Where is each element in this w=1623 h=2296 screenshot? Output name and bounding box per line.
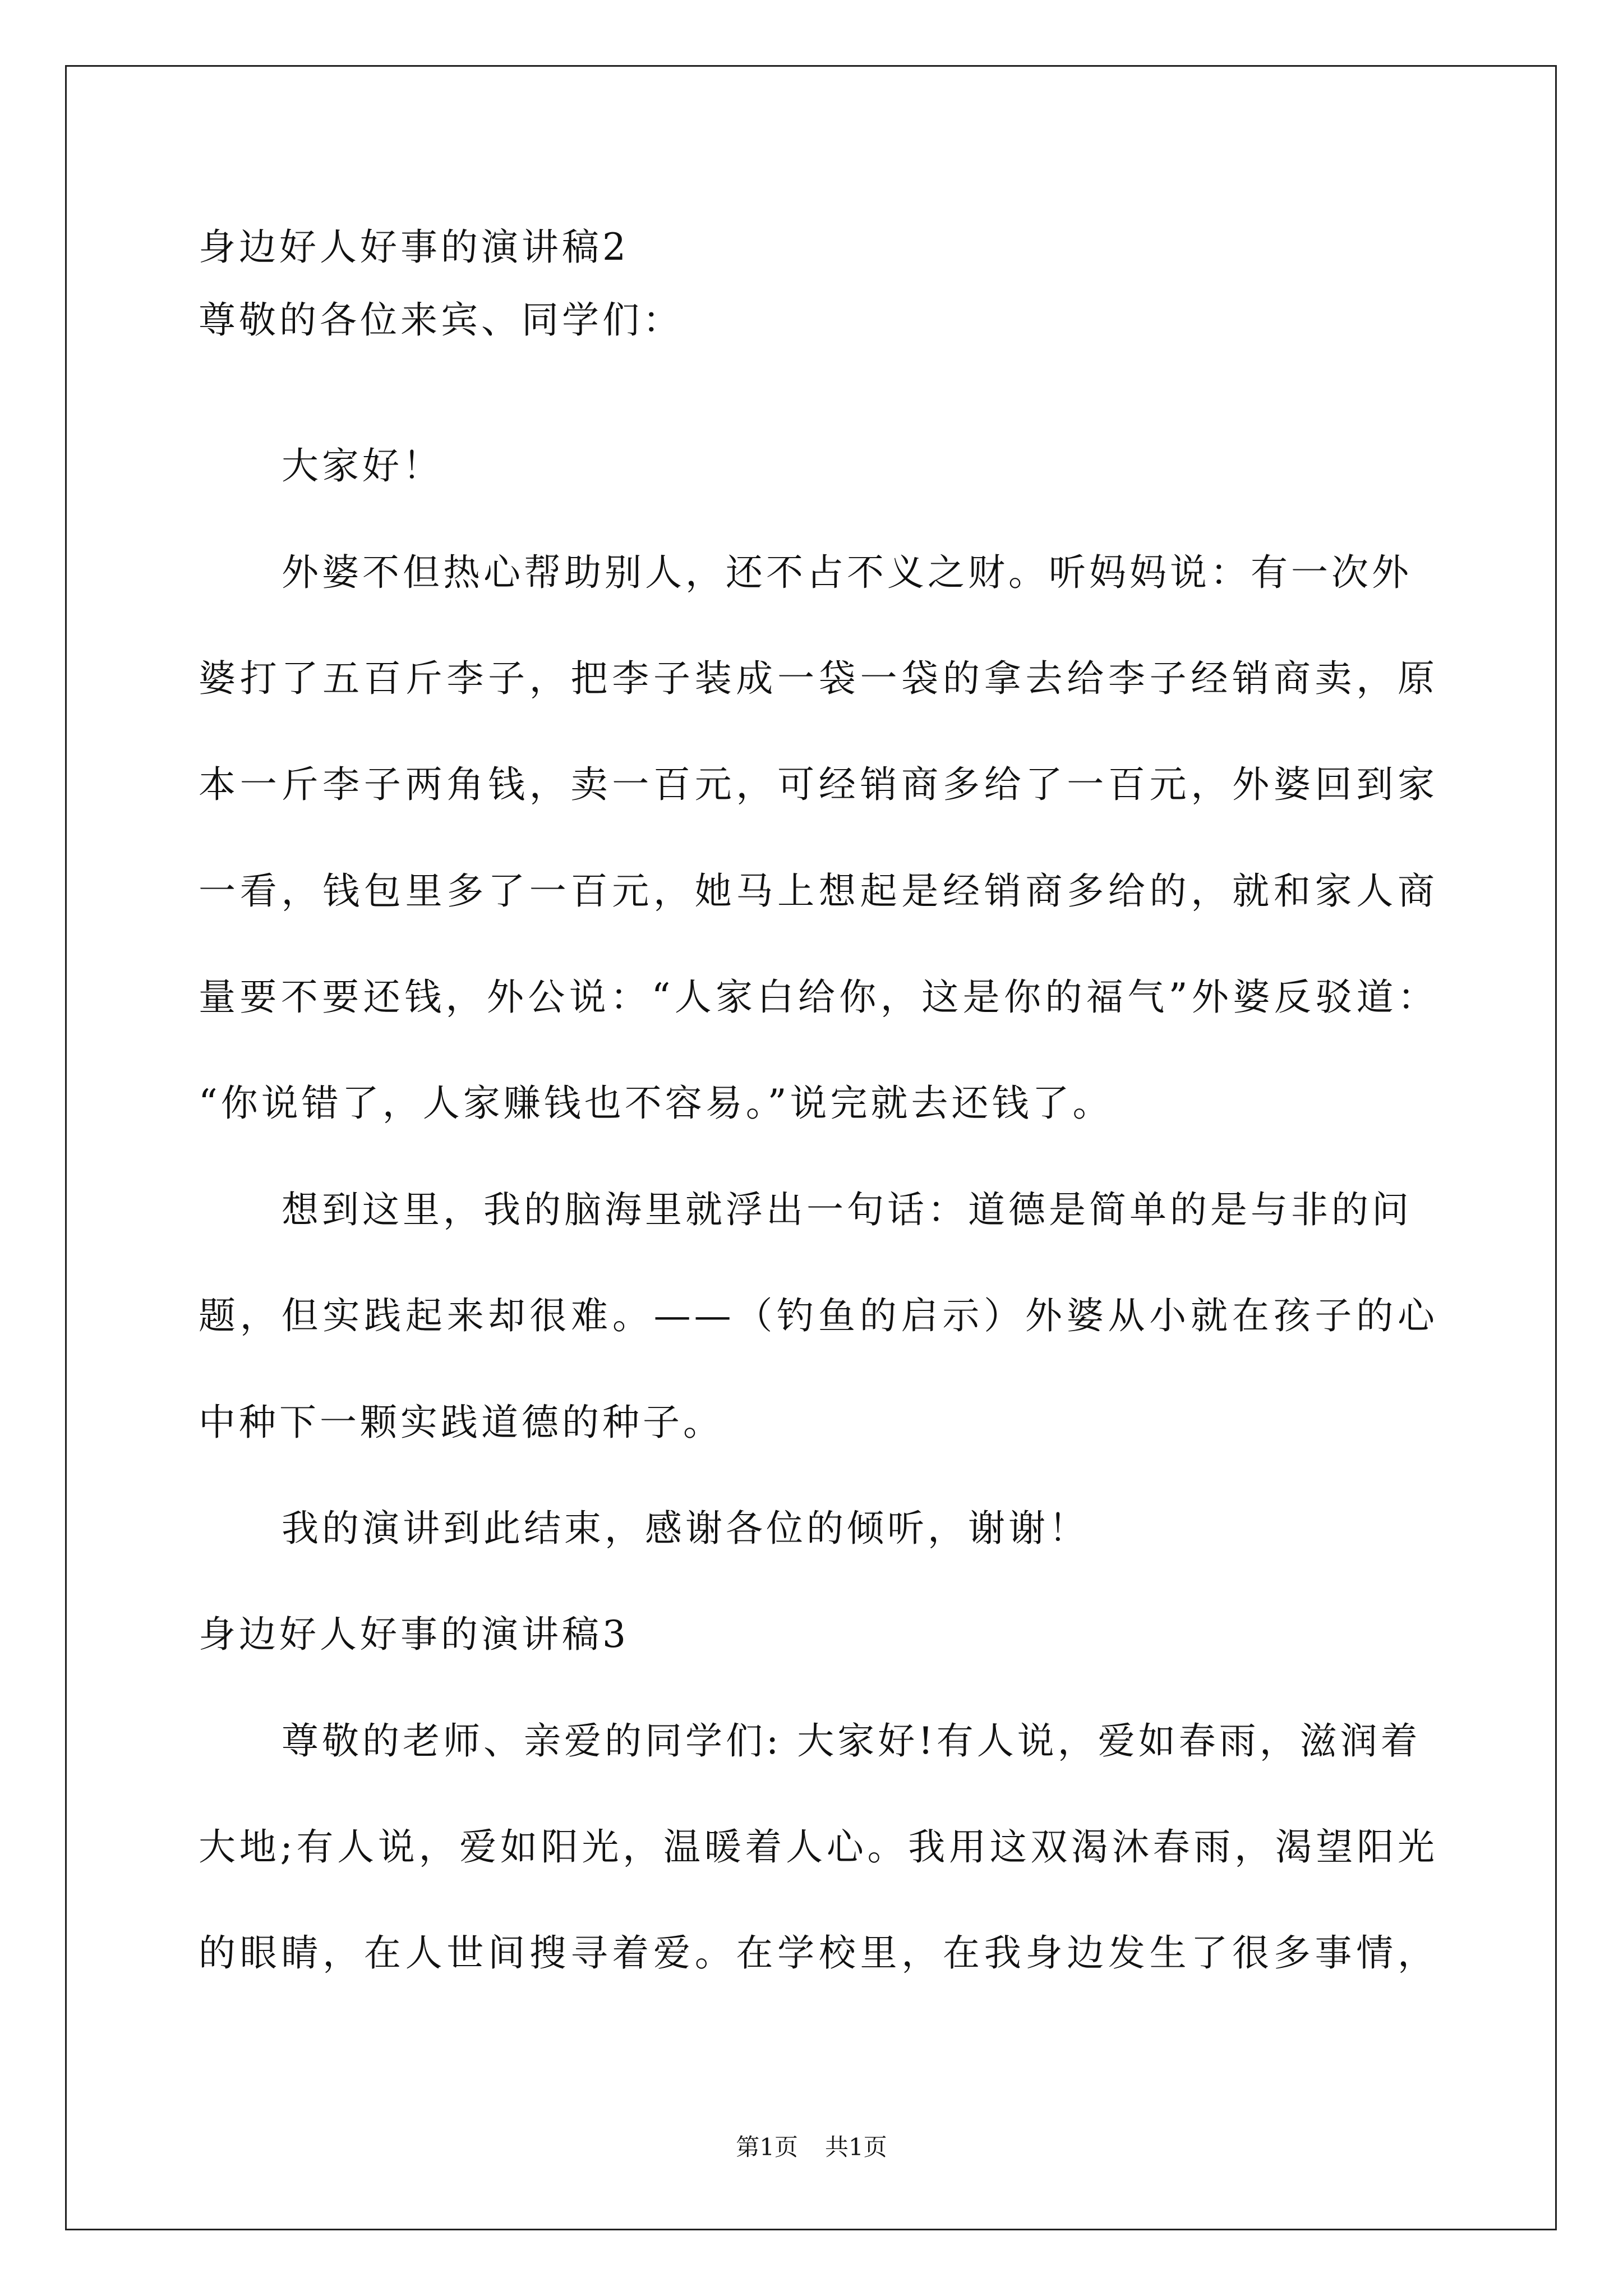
paragraph-line: 中种下一颗实践道德的种子。	[199, 1401, 723, 1444]
closing-line: 我的演讲到此结束，感谢各位的倾听，谢谢！	[282, 1507, 1089, 1550]
heading-speech-2: 身边好人好事的演讲稿2	[199, 226, 629, 269]
paragraph-line: 婆打了五百斤李子，把李子装成一袋一袋的拿去给李子经销商卖，原	[199, 657, 1438, 700]
page-total: 共1页	[825, 2133, 887, 2161]
paragraph-line: 一看，钱包里多了一百元，她马上想起是经销商多给的，就和家人商	[199, 869, 1438, 913]
paragraph-line: “你说错了，人家赚钱也不容易。”说完就去还钱了。	[199, 1082, 1113, 1125]
paragraph-line: 题，但实践起来却很难。——（钓鱼的启示）外婆从小就在孩子的心	[199, 1294, 1438, 1337]
heading-speech-3: 身边好人好事的演讲稿3	[199, 1613, 629, 1656]
greeting: 大家好！	[282, 444, 443, 487]
paragraph-line: 尊敬的老师、亲爱的同学们: 大家好!有人说，爱如春雨，滋润着	[282, 1719, 1421, 1763]
paragraph-line: 想到这里，我的脑海里就浮出一句话：道德是简单的是与非的问	[282, 1188, 1412, 1231]
page-frame	[65, 65, 1557, 2230]
page-number: 第1页	[736, 2133, 798, 2161]
salutation: 尊敬的各位来宾、同学们：	[199, 298, 683, 342]
page-footer	[0, 2129, 1623, 2162]
paragraph-line: 的眼睛，在人世间搜寻着爱。在学校里，在我身边发生了很多事情，	[199, 1931, 1438, 1975]
paragraph-line: 外婆不但热心帮助别人，还不占不义之财。听妈妈说：有一次外	[282, 551, 1412, 594]
paragraph-line: 本一斤李子两角钱，卖一百元，可经销商多给了一百元，外婆回到家	[199, 763, 1438, 806]
paragraph-line: 大地;有人说，爱如阳光，温暖着人心。我用这双渴沐春雨，渴望阳光	[199, 1825, 1438, 1869]
paragraph-line: 量要不要还钱，外公说：“人家白给你，这是你的福气”外婆反驳道：	[199, 976, 1438, 1019]
